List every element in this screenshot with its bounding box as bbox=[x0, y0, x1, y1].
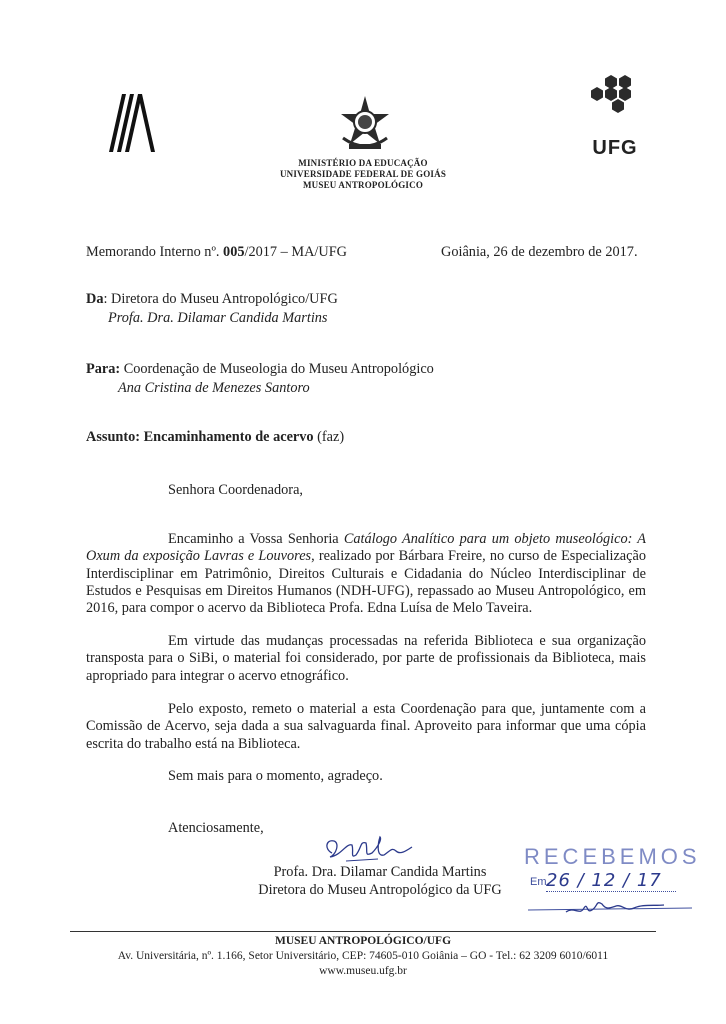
paragraph-3: Pelo exposto, remeto o material a esta Coordenação para que, juntamente com a Comissão de Acervo, seja dada a sua salvaguarda final. Aproveito para informar que uma cópia escrita do trabalho está na Biblioteca. bbox=[86, 701, 646, 752]
paragraph-2: Em virtude das mudanças processadas na referida Biblioteca e sua organização transposta para o SiBi, o material foi considerado, por parte de profissionais da Biblioteca, mais apropriado para integrar o acervo etnográfico. bbox=[86, 633, 646, 684]
salutation: Senhora Coordenadora, bbox=[168, 482, 303, 498]
header-university: UNIVERSIDADE FEDERAL DE GOIÁS bbox=[279, 169, 447, 179]
signature-title: Diretora do Museu Antropológico da UFG bbox=[258, 882, 502, 898]
memo-number: 005 bbox=[223, 244, 245, 260]
from-label: Da bbox=[86, 291, 104, 307]
to-line bbox=[86, 361, 434, 378]
from-colon: : bbox=[103, 291, 112, 307]
footer-divider bbox=[70, 931, 656, 932]
from-name: Profa. Dra. Dilamar Candida Martins bbox=[108, 310, 328, 326]
received-stamp-date: 26 / 12 / 17 bbox=[546, 870, 662, 891]
from-org: Diretora do Museu Antropológico/UFG bbox=[111, 291, 338, 307]
to-label: Para: bbox=[86, 361, 121, 377]
memo-prefix: Memorando Interno nº. bbox=[86, 244, 224, 260]
from-line bbox=[86, 291, 338, 308]
memo-reference bbox=[86, 244, 347, 261]
received-stamp-initials bbox=[526, 896, 696, 920]
paragraph-1-rest: , realizado por Bárbara Freire, no curso de Especialização Interdisciplinar em Patrimônio, Direitos Culturais e Cidadania do Núcleo Interdisciplinar de Estudos e Pesquisas em Direitos Humanos (NDH-UFG), repassado ao Museu Antropológico, em 2016, para compor o acervo da Biblioteca Profa. Edna Luísa de Melo Taveira. bbox=[86, 548, 646, 617]
subject-title: Encaminhamento de acervo bbox=[140, 429, 314, 445]
received-stamp bbox=[520, 842, 700, 922]
header-museum: MUSEU ANTROPOLÓGICO bbox=[302, 180, 424, 190]
to-org: Coordenação de Museologia do Museu Antropológico bbox=[120, 361, 434, 377]
subject-note: (faz) bbox=[313, 429, 345, 445]
to-name: Ana Cristina de Menezes Santoro bbox=[118, 380, 310, 396]
paragraph-1-lead: Encaminho a Vossa Senhoria bbox=[168, 531, 344, 547]
footer-address: Av. Universitária, nº. 1.166, Setor Universitário, CEP: 74605-010 Goiânia – GO - Tel.: 62 3209 6010/6011 bbox=[117, 950, 609, 962]
subject-label: Assunto: bbox=[86, 429, 141, 445]
received-stamp-title: RECEBEMOS bbox=[524, 844, 701, 869]
coat-of-arms-emblem bbox=[335, 94, 395, 154]
header-ministry: MINISTÉRIO DA EDUCAÇÃO bbox=[298, 158, 428, 168]
museum-logo bbox=[109, 92, 159, 154]
ufg-logo bbox=[583, 73, 643, 135]
closing-line: Sem mais para o momento, agradeço. bbox=[168, 768, 383, 784]
ufg-logo-text: UFG bbox=[592, 137, 638, 159]
signature-name: Profa. Dra. Dilamar Candida Martins bbox=[273, 864, 487, 880]
footer-website: www.museu.ufg.br bbox=[319, 965, 407, 977]
footer-museum-name: MUSEU ANTROPOLÓGICO/UFG bbox=[274, 935, 452, 947]
received-stamp-prefix: Em bbox=[530, 876, 547, 888]
memo-suffix: /2017 – MA/UFG bbox=[244, 244, 347, 260]
paragraph-1 bbox=[86, 531, 646, 617]
regards: Atenciosamente, bbox=[168, 820, 264, 836]
received-stamp-date-line bbox=[546, 891, 676, 892]
subject-line bbox=[86, 429, 344, 446]
place-date: Goiânia, 26 de dezembro de 2017. bbox=[441, 244, 638, 260]
paragraph-1-title: Catálogo Analítico para um objeto museológico: A Oxum da exposição Lavras e Louvores bbox=[86, 531, 647, 565]
